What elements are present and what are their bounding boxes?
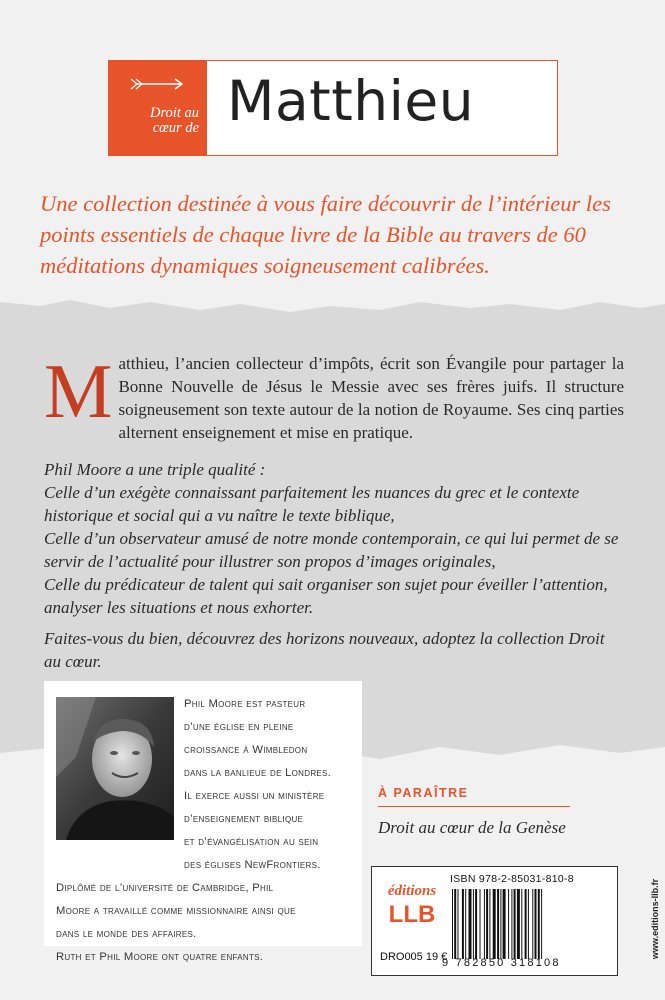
quality-item: Celle d’un exégète connaissant parfaitement les nuances du grec et le contexte historique et social qui a vu naître le texte biblique, — [44, 483, 580, 525]
bio-line: des églises NewFrontiers. — [184, 859, 321, 871]
barcode-box — [371, 866, 618, 976]
bio-line: d’enseignement biblique — [184, 813, 304, 825]
bio-line: Phil Moore est pasteur — [184, 698, 306, 710]
closing-paragraph: Faites-vous du bien, découvrez des horizons nouveaux, adoptez la collection Droit au cœur. — [44, 629, 605, 671]
arrow-icon — [129, 77, 187, 91]
isbn: ISBN 978-2-85031-810-8 — [450, 873, 574, 885]
quality-item: Celle d’un observateur amusé de notre monde contemporain, ce qui lui permet de se servir de l’actualité pour illustrer son propos d’images originales, — [44, 529, 619, 571]
ean-number: 9 782850 318108 — [442, 957, 561, 969]
intro-text: atthieu, l’ancien collecteur d’impôts, écrit son Évangile pour partager la Bonne Nouvelle de Jésus le Messie avec ses frères juifs. Il structure soigneusement son texte autour de la notion de Royaume. Ses cinq parties alternent enseignement et mise en pratique. — [118, 354, 624, 442]
bio-line: dans la banlieue de Londres. — [184, 767, 332, 779]
qualities-heading: Phil Moore a une triple qualité : — [44, 460, 266, 479]
intro-paragraph — [44, 348, 624, 444]
quality-item: Celle du prédicateur de talent qui sait organiser son sujet pour éveiller l’attention, analyser les situations et nous exhorter. — [44, 575, 608, 617]
author-bio-box — [44, 681, 362, 963]
publisher-logo-main: LLB — [388, 901, 436, 928]
bio-line: Moore a travaillé comme missionnaire ainsi que — [56, 905, 296, 917]
coming-soon-label: À PARAÎTRE — [378, 786, 469, 800]
collection-tag — [109, 61, 207, 155]
bio-line: Diplômé de l’université de Cambridge, Phil — [56, 882, 274, 894]
drop-cap: M — [44, 348, 113, 434]
qualities-section — [44, 458, 624, 619]
publisher-logo-top: éditions — [387, 883, 437, 899]
collection-name: Droit au cœur de — [149, 105, 199, 136]
product-ref-price: DRO005 19 € — [380, 951, 448, 963]
book-title: Matthieu — [227, 69, 475, 133]
divider — [378, 806, 570, 807]
bio-line: d’une église en pleine — [184, 721, 294, 733]
torn-paper-edge-top — [0, 296, 665, 336]
bio-line: et d’évangélisation au sein — [184, 836, 319, 848]
tagline: Une collection destinée à vous faire découvrir de l’intérieur les points essentiels de chaque livre de la Bible au travers de 60 méditations dynamiques soigneusement calibrées. — [40, 191, 611, 278]
barcode-icon — [450, 889, 610, 959]
bio-line: croissance à Wimbledon — [184, 744, 308, 756]
author-bio — [56, 693, 356, 969]
title-box — [108, 60, 558, 156]
website — [645, 868, 659, 972]
bio-line: Il exerce aussi un ministère — [184, 790, 325, 802]
bio-line: dans le monde des affaires. — [56, 928, 197, 940]
bio-line: Ruth et Phil Moore ont quatre enfants. — [56, 951, 264, 963]
coming-soon-title: Droit au cœur de la Genèse — [378, 818, 566, 837]
publisher-logo — [380, 879, 444, 943]
website-url: www.editions-llb.fr — [650, 878, 660, 960]
